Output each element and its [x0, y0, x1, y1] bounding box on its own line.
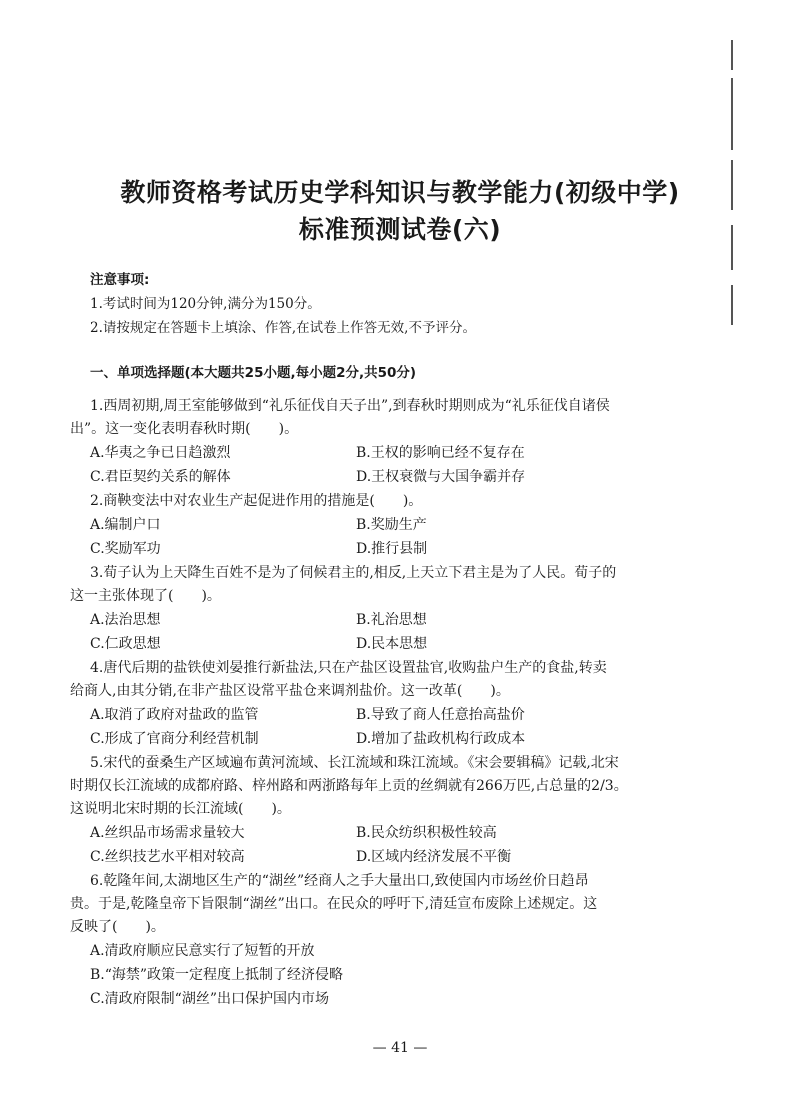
option-d: D.民本思想: [356, 636, 428, 652]
option-c: C.清政府限制“湖丝”出口保护国内市场: [90, 991, 329, 1007]
question-stem: 贵。于是,乾隆皇帝下旨限制“湖丝”出口。在民众的呼吁下,清廷宣布废除上述规定。这: [70, 896, 598, 912]
question-stem: 2.商鞅变法中对农业生产起促进作用的措施是( )。: [90, 493, 423, 509]
option-b: B.礼治思想: [356, 612, 427, 628]
option-c: C.仁政思想: [90, 636, 161, 652]
option-b: B.“海禁”政策一定程度上抵制了经济侵略: [90, 967, 344, 983]
option-c: C.君臣契约关系的解体: [90, 469, 231, 485]
option-a: A.编制户口: [90, 517, 161, 533]
exam-title-line1: 教师资格考试历史学科知识与教学能力(初级中学): [120, 178, 680, 207]
option-a: A.清政府顺应民意实行了短暂的开放: [90, 943, 315, 959]
option-a: A.丝织品市场需求量较大: [90, 825, 245, 841]
option-b: B.导致了商人任意抬高盐价: [356, 707, 525, 723]
notice-item: 1.考试时间为120分钟,满分为150分。: [90, 296, 321, 312]
scan-edge-line: [731, 40, 733, 70]
exam-title-line2: 标准预测试卷(六): [298, 215, 502, 244]
question-stem: 这说明北宋时期的长江流域( )。: [70, 801, 291, 817]
question-stem: 这一主张体现了( )。: [70, 588, 221, 604]
page-number: — 41 —: [372, 1040, 428, 1056]
option-a: A.法治思想: [90, 612, 161, 628]
option-d: D.增加了盐政机构行政成本: [356, 731, 526, 747]
question-stem: 6.乾隆年间,太湖地区生产的“湖丝”经商人之手大量出口,致使国内市场丝价日趋昂: [90, 873, 589, 889]
question-stem: 4.唐代后期的盐铁使刘晏推行新盐法,只在产盐区设置盐官,收购盐户生产的食盐,转卖: [90, 660, 607, 676]
question-stem: 5.宋代的蚕桑生产区域遍布黄河流域、长江流域和珠江流域。《宋会要辑稿》记载,北宋: [90, 755, 619, 771]
notice-heading: 注意事项:: [90, 272, 150, 288]
option-a: A.华夷之争已日趋激烈: [90, 445, 231, 461]
option-b: B.奖励生产: [356, 517, 427, 533]
option-d: D.区域内经济发展不平衡: [356, 849, 512, 865]
question-stem: 3.荀子认为上天降生百姓不是为了伺候君主的,相反,上天立下君主是为了人民。荀子的: [90, 565, 617, 581]
option-b: B.王权的影响已经不复存在: [356, 445, 525, 461]
option-c: C.形成了官商分利经营机制: [90, 731, 259, 747]
question-stem: 给商人,由其分销,在非产盐区设常平盐仓来调剂盐价。这一改革( )。: [70, 683, 510, 699]
option-c: C.丝织技艺水平相对较高: [90, 849, 245, 865]
scan-edge-line: [731, 285, 733, 325]
question-stem: 出”。这一变化表明春秋时期( )。: [70, 421, 299, 437]
option-b: B.民众纺织积极性较高: [356, 825, 497, 841]
option-d: D.推行县制: [356, 541, 428, 557]
option-a: A.取消了政府对盐政的监管: [90, 707, 259, 723]
question-stem: 反映了( )。: [70, 919, 165, 935]
question-stem: 1.西周初期,周王室能够做到“礼乐征伐自天子出”,到春秋时期则成为“礼乐征伐自诸侯: [90, 398, 610, 414]
option-d: D.王权衰微与大国争霸并存: [356, 469, 526, 485]
section-heading: 一、单项选择题(本大题共25小题,每小题2分,共50分): [90, 365, 417, 381]
option-c: C.奖励军功: [90, 541, 161, 557]
question-stem: 时期仅长江流域的成都府路、梓州路和两浙路每年上贡的丝绸就有266万匹,占总量的2/3。: [70, 778, 628, 794]
notice-item: 2.请按规定在答题卡上填涂、作答,在试卷上作答无效,不予评分。: [90, 320, 476, 336]
scan-edge-line: [731, 78, 733, 150]
